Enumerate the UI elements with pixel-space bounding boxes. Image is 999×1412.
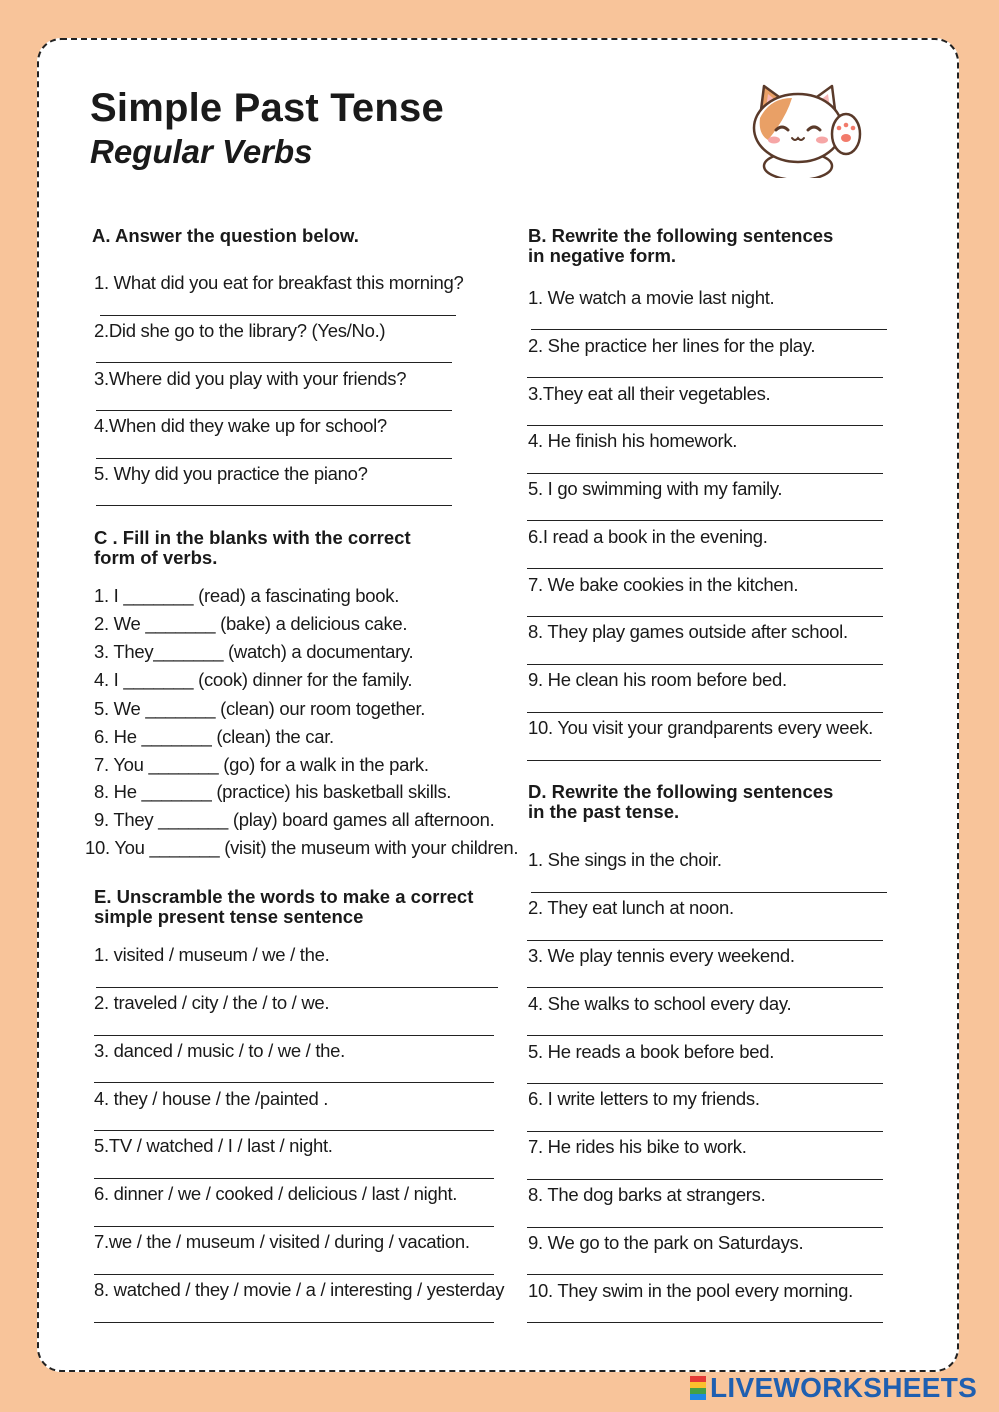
section-a-heading: A. Answer the question below. <box>92 225 359 246</box>
section-d-item-5: 5. He reads a book before bed. <box>528 1041 775 1062</box>
section-c-item-6[interactable]: 6. He _______ (clean) the car. <box>94 726 334 747</box>
section-e-item-3: 3. danced / music / to / we / the. <box>94 1040 345 1061</box>
section-d-answer-line-5[interactable] <box>527 1083 883 1084</box>
section-b-item-10: 10. You visit your grandparents every week. <box>528 717 873 738</box>
liveworksheets-brand-text: LIVEWORKSHEETS <box>710 1372 978 1403</box>
worksheet-title: Simple Past Tense <box>90 86 444 130</box>
section-b-answer-line-5[interactable] <box>527 520 883 521</box>
section-c-item-3[interactable]: 3. They_______ (watch) a documentary. <box>94 641 414 662</box>
section-d-item-9: 9. We go to the park on Saturdays. <box>528 1232 804 1253</box>
liveworksheets-logo-icon <box>690 1376 706 1400</box>
section-e-answer-line-5[interactable] <box>94 1178 494 1179</box>
section-a-question-3: 3.Where did you play with your friends? <box>94 368 407 389</box>
section-b-answer-line-2[interactable] <box>527 377 883 378</box>
section-d-heading <box>528 782 948 822</box>
section-e-answer-line-4[interactable] <box>94 1130 494 1131</box>
section-d-item-7: 7. He rides his bike to work. <box>528 1136 747 1157</box>
section-a-question-1: 1. What did you eat for breakfast this morning? <box>94 272 464 293</box>
section-b-item-9: 9. He clean his room before bed. <box>528 669 787 690</box>
section-e-heading-line-2: simple present tense sentence <box>94 906 364 927</box>
section-b-answer-line-4[interactable] <box>527 473 883 474</box>
section-d-answer-line-2[interactable] <box>527 940 883 941</box>
section-a-question-2: 2.Did she go to the library? (Yes/No.) <box>94 320 386 341</box>
section-b-answer-line-6[interactable] <box>527 568 883 569</box>
section-e-item-8: 8. watched / they / movie / a / interesting / yesterday <box>94 1279 505 1300</box>
section-b-item-6: 6.I read a book in the evening. <box>528 526 768 547</box>
section-d-answer-line-7[interactable] <box>527 1179 883 1180</box>
section-b-answer-line-8[interactable] <box>527 664 883 665</box>
section-c-heading-line-2: form of verbs. <box>94 547 218 568</box>
section-e-item-5: 5.TV / watched / I / last / night. <box>94 1135 333 1156</box>
section-d-answer-line-6[interactable] <box>527 1131 883 1132</box>
section-b-item-4: 4. He finish his homework. <box>528 430 738 451</box>
section-c-heading-line-1: C . Fill in the blanks with the correct <box>94 527 411 548</box>
worksheet-subtitle: Regular Verbs <box>90 133 313 170</box>
section-d-item-6: 6. I write letters to my friends. <box>528 1088 760 1109</box>
section-b-answer-line-3[interactable] <box>527 425 883 426</box>
section-d-heading-line-2: in the past tense. <box>528 801 680 822</box>
section-b-item-2: 2. She practice her lines for the play. <box>528 335 816 356</box>
section-e-answer-line-1[interactable] <box>96 987 498 988</box>
section-e-answer-line-6[interactable] <box>94 1226 494 1227</box>
section-e-item-1: 1. visited / museum / we / the. <box>94 944 330 965</box>
section-c-item-8[interactable]: 8. He _______ (practice) his basketball skills. <box>94 781 452 802</box>
section-e-answer-line-2[interactable] <box>94 1035 494 1036</box>
section-d-item-3: 3. We play tennis every weekend. <box>528 945 795 966</box>
section-a-answer-line-4[interactable] <box>96 458 452 459</box>
section-d-answer-line-1[interactable] <box>531 892 887 893</box>
section-e-heading <box>94 887 514 927</box>
section-a-answer-line-5[interactable] <box>96 505 452 506</box>
section-b-answer-line-1[interactable] <box>531 329 887 330</box>
section-c-item-9[interactable]: 9. They _______ (play) board games all afternoon. <box>94 809 495 830</box>
section-b-item-1: 1. We watch a movie last night. <box>528 287 775 308</box>
liveworksheets-brand[interactable] <box>690 1374 990 1402</box>
section-c-item-10[interactable]: 10. You _______ (visit) the museum with your children. <box>85 837 519 858</box>
section-c-item-4[interactable]: 4. I _______ (cook) dinner for the family. <box>94 669 413 690</box>
section-d-answer-line-9[interactable] <box>527 1274 883 1275</box>
section-b-heading-line-1: B. Rewrite the following sentences <box>528 225 834 246</box>
section-d-item-2: 2. They eat lunch at noon. <box>528 897 734 918</box>
section-c-item-7[interactable]: 7. You _______ (go) for a walk in the park. <box>94 754 429 775</box>
section-d-heading-line-1: D. Rewrite the following sentences <box>528 781 834 802</box>
section-a-question-5: 5. Why did you practice the piano? <box>94 463 368 484</box>
section-d-item-10: 10. They swim in the pool every morning. <box>528 1280 853 1301</box>
section-e-answer-line-7[interactable] <box>94 1274 494 1275</box>
section-e-item-2: 2. traveled / city / the / to / we. <box>94 992 330 1013</box>
section-e-item-6: 6. dinner / we / cooked / delicious / last / night. <box>94 1183 458 1204</box>
section-e-heading-line-1: E. Unscramble the words to make a correct <box>94 886 474 907</box>
section-c-item-5[interactable]: 5. We _______ (clean) our room together. <box>94 698 426 719</box>
section-b-heading-line-2: in negative form. <box>528 245 677 266</box>
section-d-answer-line-3[interactable] <box>527 987 883 988</box>
section-c-heading <box>94 528 514 568</box>
section-e-item-7: 7.we / the / museum / visited / during / vacation. <box>94 1231 470 1252</box>
section-e-item-4: 4. they / house / the /painted . <box>94 1088 329 1109</box>
section-d-item-8: 8. The dog barks at strangers. <box>528 1184 766 1205</box>
section-b-answer-line-7[interactable] <box>527 616 883 617</box>
section-c-item-1[interactable]: 1. I _______ (read) a fascinating book. <box>94 585 400 606</box>
section-d-answer-line-10[interactable] <box>527 1322 883 1323</box>
section-b-answer-line-9[interactable] <box>527 712 883 713</box>
section-b-item-3: 3.They eat all their vegetables. <box>528 383 771 404</box>
section-b-heading <box>528 226 948 266</box>
section-c-item-2[interactable]: 2. We _______ (bake) a delicious cake. <box>94 613 408 634</box>
section-e-answer-line-3[interactable] <box>94 1082 494 1083</box>
section-b-item-7: 7. We bake cookies in the kitchen. <box>528 574 799 595</box>
section-d-item-1: 1. She sings in the choir. <box>528 849 722 870</box>
section-a-answer-line-1[interactable] <box>100 315 456 316</box>
section-a-answer-line-2[interactable] <box>96 362 452 363</box>
cat-waving-icon <box>746 78 866 178</box>
section-b-item-5: 5. I go swimming with my family. <box>528 478 783 499</box>
section-b-item-8: 8. They play games outside after school. <box>528 621 848 642</box>
section-a-question-4: 4.When did they wake up for school? <box>94 415 387 436</box>
section-d-answer-line-8[interactable] <box>527 1227 883 1228</box>
section-e-answer-line-8[interactable] <box>94 1322 494 1323</box>
logo-stripe-blue <box>690 1394 706 1400</box>
section-b-answer-line-10[interactable] <box>527 760 881 761</box>
section-d-item-4: 4. She walks to school every day. <box>528 993 792 1014</box>
section-a-answer-line-3[interactable] <box>96 410 452 411</box>
section-d-answer-line-4[interactable] <box>527 1035 883 1036</box>
